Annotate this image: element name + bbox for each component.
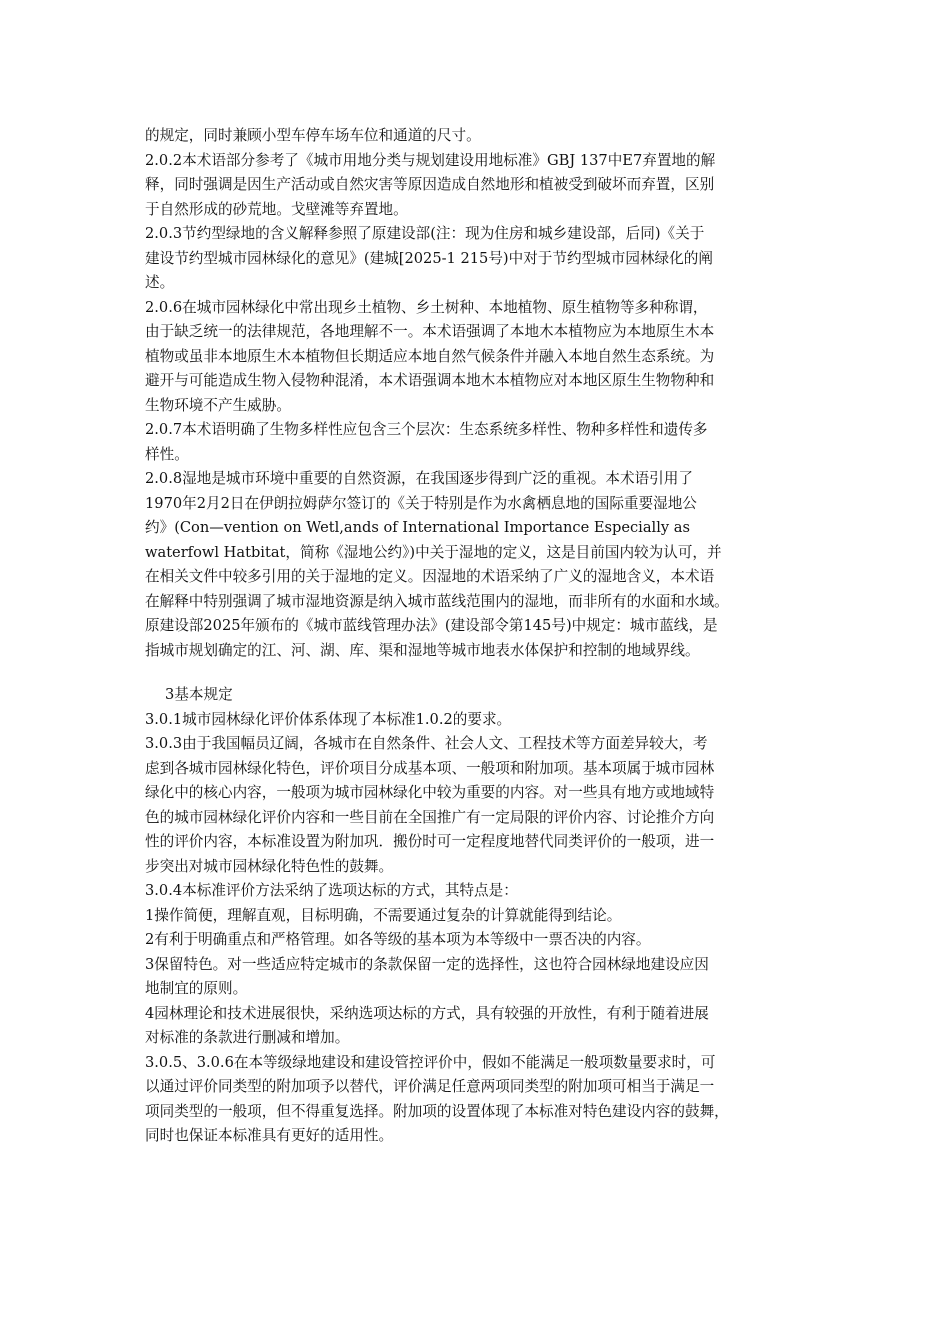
text-line: 指城市规划确定的江、河、湖、库、渠和湿地等城市地表水体保护和控制的地域界线。 — [145, 641, 700, 659]
text-line: 2.0.3节约型绿地的含义解释参照了原建设部(注：现为住房和城乡建设部，后同)《关于 — [145, 225, 705, 242]
text-line: 由于缺乏统一的法律规范，各地理解不一。本术语强调了本地木本植物应为本地原生木本 — [145, 323, 715, 340]
text-line: 样性。 — [145, 445, 189, 463]
text-line: 1970年2月2日在伊朗拉姆萨尔签订的《关于特别是作为水禽栖息地的国际重要湿地公 — [145, 494, 697, 512]
text-line: 3保留特色。对一些适应特定城市的条款保留一定的选择性，这也符合园林绿地建设应因 — [145, 955, 709, 973]
text-line: 2.0.6在城市园林绿化中常出现乡土植物、乡土树种、本地植物、原生植物等多种称谓， — [145, 298, 708, 316]
text-line: 释，同时强调是因生产活动或自然灾害等原因造成自然地形和植被受到破坏而弃置，区别 — [145, 176, 715, 193]
text-line: 4园林理论和技术进展很快，采纳选项达标的方式，具有较强的开放性，有利于随着进展 — [145, 1004, 709, 1022]
text-line: 绿化中的核心内容，一般项为城市园林绿化中较为重要的内容。对一些具有地方或地域特 — [145, 784, 715, 801]
text-line: 2.0.2本术语部分参考了《城市用地分类与规划建设用地标准》GBJ 137中E7弃置地的解 — [145, 151, 716, 169]
text-line: 在相关文件中较多引用的关于湿地的定义。因湿地的术语采纳了广义的湿地含义，本术语 — [145, 568, 715, 585]
document-page — [145, 124, 813, 1149]
text-line: 的规定，同时兼顾小型车停车场车位和通道的尺寸。 — [145, 127, 481, 144]
section-3-heading: 3基本规定 — [165, 686, 233, 703]
text-line: 约》(Con—vention on Wetl,ands of International Importance Especially as — [145, 519, 690, 536]
text-line: 3.0.3由于我国幅员辽阔，各城市在自然条件、社会人文、工程技术等方面差异较大，考 — [145, 735, 708, 752]
text-line: 对标准的条款进行删减和增加。 — [145, 1029, 350, 1046]
text-line: 于自然形成的砂荒地。戈壁滩等弃置地。 — [145, 200, 408, 218]
text-line: 生物环境不产生威胁。 — [145, 396, 291, 414]
text-line: 1操作简便，理解直观，目标明确，不需要通过复杂的计算就能得到结论。 — [145, 906, 622, 924]
text-line: waterfowl Hatbitat，简称《湿地公约》)中关于湿地的定义，这是目前国内较为认可，并 — [145, 543, 722, 561]
text-line: 在解释中特别强调了城市湿地资源是纳入城市蓝线范围内的湿地，而非所有的水面和水域。 — [145, 592, 729, 610]
text-line: 述。 — [145, 274, 175, 291]
section-3-basic-provisions — [145, 708, 813, 1149]
text-line: 以通过评价同类型的附加项予以替代，评价满足任意两项同类型的附加项可相当于满足一 — [145, 1078, 715, 1095]
text-line: 3.0.4本标准评价方法采纳了选项达标的方式，其特点是： — [145, 882, 518, 899]
text-line: 3.0.1城市园林绿化评价体系体现了本标准1.0.2的要求。 — [145, 710, 512, 728]
text-line: 性的评价内容，本标准设置为附加巩．搬份时可一定程度地替代同类评价的一般项，进一 — [145, 833, 715, 850]
text-line: 植物或虽非本地原生木本植物但长期适应本地自然气候条件并融入本地自然生态系统。为 — [145, 347, 715, 365]
text-line: 3.0.5、3.0.6在本等级绿地建设和建设管控评价中，假如不能满足一般项数量要求时，可 — [145, 1053, 716, 1071]
text-line: 地制宜的原则。 — [145, 980, 248, 997]
text-line: 色的城市园林绿化评价内容和一些目前在全国推广有一定局限的评价内容、讨论推介方向 — [145, 808, 715, 826]
section-2-terms-explanation — [145, 124, 813, 663]
text-line: 2.0.8湿地是城市环境中重要的自然资源，在我国逐步得到广泛的重视。本术语引用了 — [145, 470, 693, 487]
text-line: 同时也保证本标准具有更好的适用性。 — [145, 1127, 394, 1144]
text-line: 步突出对城市园林绿化特色性的鼓舞。 — [145, 857, 394, 875]
text-line: 2有利于明确重点和严格管理。如各等级的基本项为本等级中一票否决的内容。 — [145, 931, 651, 948]
text-line: 项同类型的一般项，但不得重复选择。附加项的设置体现了本标准对特色建设内容的鼓舞， — [145, 1102, 729, 1120]
text-line: 避开与可能造成生物入侵物种混淆，本术语强调本地木本植物应对本地区原生生物物种和 — [145, 372, 715, 389]
text-line: 原建设部2025年颁布的《城市蓝线管理办法》(建设部令第145号)中规定：城市蓝线，是 — [145, 617, 718, 634]
text-line: 虑到各城市园林绿化特色，评价项目分成基本项、一般项和附加项。基本项属于城市园林 — [145, 759, 715, 777]
text-line: 建设节约型城市园林绿化的意见》(建城[2025-1 215号)中对于节约型城市园林绿化的阐 — [145, 249, 713, 267]
text-line: 2.0.7本术语明确了生物多样性应包含三个层次：生态系统多样性、物种多样性和遗传多 — [145, 421, 708, 438]
